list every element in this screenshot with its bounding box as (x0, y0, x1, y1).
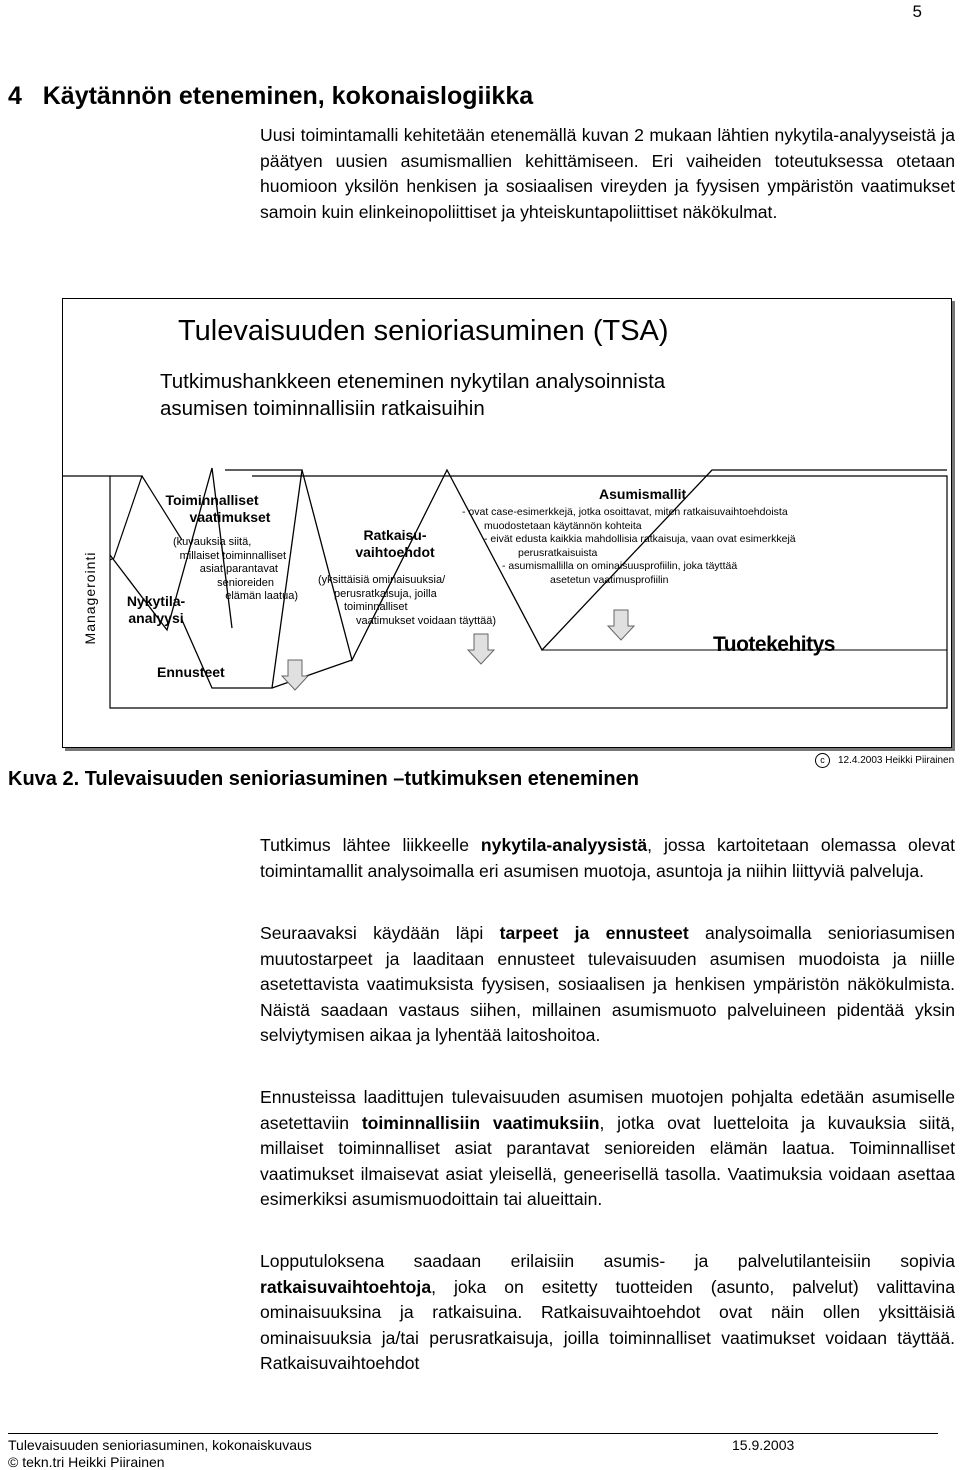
asumismallit-desc-line: muodostetaan käytännön kohteita (484, 519, 642, 532)
toiminnalliset-desc-line: millaiset toiminnalliset (179, 549, 286, 562)
figure-subtitle-line2: asumisen toiminnallisiin ratkaisuihin (160, 397, 485, 420)
asumismallit-desc-line: - ovat case-esimerkkejä, jotka osoittavat, miten ratkaisuvaihtoehdoista (462, 506, 788, 518)
ratkaisu-desc-line: vaatimukset voidaan täyttää) (356, 614, 497, 627)
toiminnalliset-label (152, 492, 272, 526)
footer-date: 15.9.2003 (732, 1437, 795, 1453)
paragraph-vaatimukset (260, 1085, 955, 1213)
text-span-bold: toiminnallisiin vaatimuksiin (361, 1112, 600, 1133)
arrow-icon (468, 634, 494, 664)
toiminnalliset-desc-line: elämän laatua) (225, 590, 298, 602)
figure-title: Tulevaisuuden senioriasuminen (TSA) (178, 315, 669, 347)
intro-paragraph: Uusi toimintamalli kehitetään etenemällä kuvan 2 mukaan lähtien nykytila-analyyseistä ja päätyen uusien asumismallien kehittämiseen. Eri vaiheiden toteutuksessa otetaan huomioon yksilön henkisen ja sosiaalisen vireyden ja fyysisen ympäristön vaatimukset samoin kuin elinkeinopoliittiset ja yhteiskuntapoliittiset näkökulmat. (260, 125, 955, 222)
paragraph-nykytila (260, 833, 955, 884)
page-number: 5 (912, 2, 922, 21)
text-span-bold: nykytila-analyysistä (480, 835, 648, 855)
ratkaisu-label (340, 527, 450, 561)
chapter-title: 4 Käytännön eteneminen, kokonaislogiikka (8, 82, 534, 110)
paragraph-ratkaisut (260, 1249, 955, 1377)
asumismallit-desc (462, 506, 882, 588)
toiminnalliset-desc-line: asiat parantavat (199, 563, 278, 575)
text-span: , jossa kartoitetaan olemassa olevat toimintamallit analysoimalla eri asumisen muotoja, asuntoja ja niihin liittyviä palveluja. (260, 835, 955, 881)
toiminnalliset-desc-line: senioreiden (217, 576, 274, 589)
asumismallit-label: Asumismallit (599, 486, 687, 502)
toiminnalliset-desc (173, 536, 298, 604)
arrow-icon (608, 610, 634, 640)
asumismallit-desc-line: perusratkaisuista (518, 546, 598, 559)
zigzag-edge-6 (272, 660, 352, 688)
nykytila-line2: analyysi (128, 610, 184, 626)
asumismallit-desc-line: - asumismallilla on ominaisuusprofiilin, joka täyttää (502, 560, 738, 573)
ratkaisu-desc-line: (yksittäisiä ominaisuuksia/ (318, 574, 446, 586)
toiminnalliset-line1: Toiminnalliset (165, 492, 259, 508)
ratkaisu-desc-line: toiminnalliset (344, 601, 408, 613)
ratkaisu-line2: vaihtoehdot (355, 544, 435, 560)
toiminnalliset-line2: vaatimukset (189, 509, 271, 525)
text-span: Ennusteissa laadittujen tulevaisuuden asumisen muotojen pohjalta edetään asumiselle asetettaviin (260, 1087, 955, 1133)
ratkaisu-desc-line: perusratkaisuja, joilla (334, 587, 437, 600)
ratkaisu-line1: Ratkaisu- (363, 527, 427, 543)
text-span: analysoimalla senioriasumisen muutostarpeet ja laaditaan ennusteet tulevaisuuden asumisen muodoista ja niille asetettavista vaatimuksista fyysisen, sosiaalisen ja henkisen ympäristön näkökulmista. Näistä saadaan vastaus siihen, millainen asumismuoto palveluineen pidentää yksin selviytymisen aikaa ja lyhentää laitoshoitoa. (260, 923, 956, 1045)
figure-subtitle (160, 368, 860, 422)
asumismallit-desc-line: - eivät edusta kaikkia mahdollisia ratkaisuja, vaan ovat esimerkkejä (484, 533, 796, 546)
nykytila-line1: Nykytila- (126, 593, 186, 609)
management-label: Managerointi (82, 551, 98, 645)
ennusteet-label: Ennusteet (157, 664, 225, 680)
copyright-text: 12.4.2003 Heikki Piirainen (838, 755, 955, 766)
arrow-icon (282, 660, 308, 690)
text-span: Lopputuloksena saadaan erilaisiin asumis- ja palvelutilanteisiin sopivia (260, 1251, 955, 1271)
tuotekehitys-label: Tuotekehitys (713, 633, 835, 656)
copyright-icon: c (815, 753, 830, 768)
footer-author: © tekn.tri Heikki Piirainen (8, 1454, 165, 1470)
figure-caption: Kuva 2. Tulevaisuuden senioriasuminen –tutkimuksen eteneminen (8, 768, 639, 790)
zigzag-edge-1 (110, 476, 142, 560)
figure-subtitle-line1: Tutkimushankkeen eteneminen nykytilan analysoinnista (160, 370, 666, 393)
asumismallit-desc-line: asetetun vaatimusprofiilin (550, 573, 669, 586)
text-span-bold: tarpeet ja ennusteet (499, 923, 689, 943)
text-span: , jotka ovat luetteloita ja kuvauksia siitä, millaiset toiminnalliset asiat parantavat senioreiden elämän laatua. Toiminnalliset vaatimukset ilmaisevat asiat yleisellä, geneerisellä tasolla. Vaatimuksia voidaan asettaa esimerkiksi asumismuodoittain tai alueittain. (260, 1112, 956, 1209)
text-span: Tutkimus lähtee liikkeelle (260, 835, 481, 855)
paragraph-tarpeet (260, 921, 955, 1049)
footer-title: Tulevaisuuden senioriasuminen, kokonaiskuvaus (8, 1437, 312, 1453)
figure-copyright (815, 753, 954, 768)
toiminnalliset-desc-line: (kuvauksia siitä, (173, 536, 252, 548)
footer-divider (8, 1433, 938, 1434)
text-span: , joka on esitetty tuotteiden (asunto, palvelut) valittavina ominaisuuksina ja ratkaisuina. Ratkaisuvaihtoehdot ovat näin ollen yksittäisiä ominaisuuksia ja/tai perusratkaisuja, joilla toiminnalliset vaatimukset voidaan täyttää. Ratkaisuvaihtoehdot (260, 1276, 955, 1373)
text-span-bold: ratkaisuvaihtoehtoja (260, 1276, 432, 1297)
text-span: Seuraavaksi käydään läpi (260, 923, 500, 943)
